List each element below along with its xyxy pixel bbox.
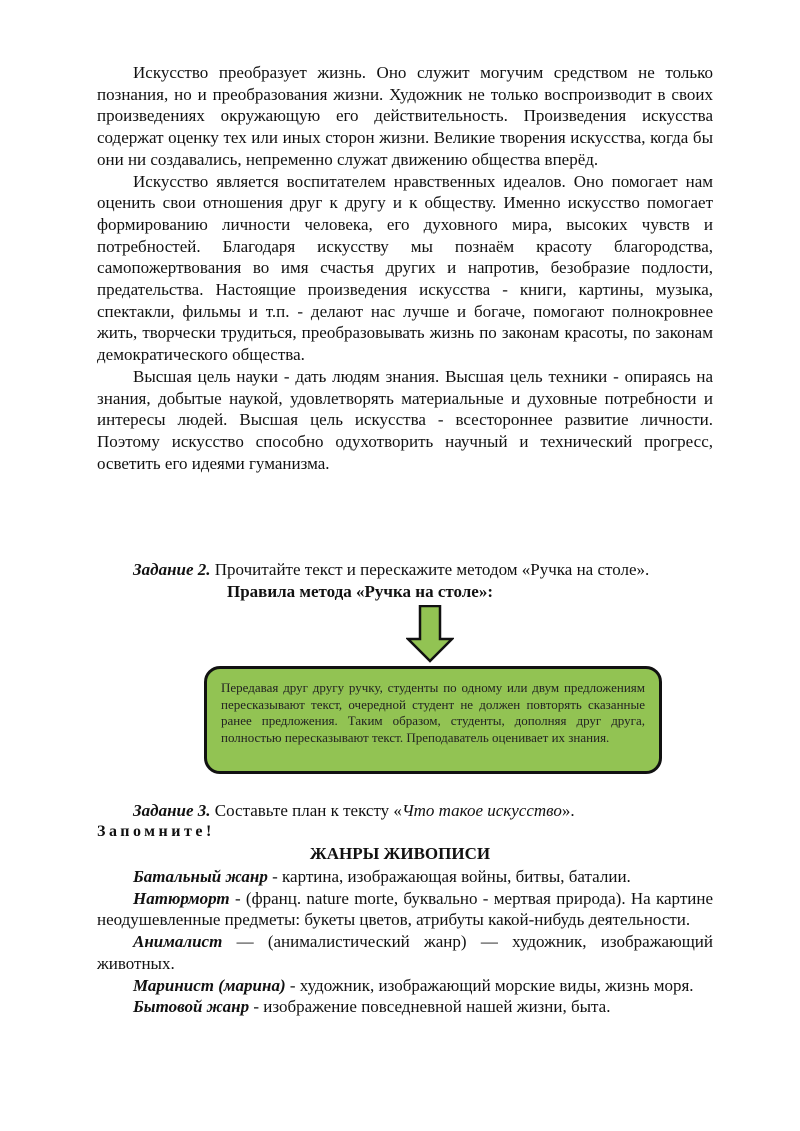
genre-item bbox=[97, 975, 713, 997]
task-2-text: Прочитайте текст и перескажите методом «Ручка на столе». bbox=[210, 560, 650, 579]
genre-term: Натюрморт bbox=[133, 888, 230, 908]
task-3-text-after: ». bbox=[561, 801, 575, 820]
genre-term: Бытовой жанр bbox=[133, 997, 250, 1017]
rule-box-text: Передавая друг другу ручку, студенты по одному или двум предложениям пересказывают текст, очередной студент не должен повторять сказанные ранее предложения. Таким образом, студенты, дополняя друг друга, полностью пересказывают текст. Преподаватель оценивает их знания. bbox=[221, 680, 645, 745]
rule-box bbox=[204, 666, 662, 774]
rules-title: Правила метода «Ручка на столе»: bbox=[226, 582, 494, 601]
genre-definition: — (анималистический жанр) — художник, изображающий животных. bbox=[97, 932, 713, 973]
task-2-label: Задание 2. bbox=[133, 560, 211, 579]
genre-term: Батальный жанр bbox=[133, 867, 268, 886]
genres-list bbox=[97, 866, 713, 1018]
intro-paragraph-1: Искусство преобразует жизнь. Оно служит могучим средством не только познания, но и преобразования жизни. Художник не только воспроизводит в своих произведениях окружающую его действительность. Произведения искусства содержат оценку тех или иных сторон жизни. Великие творения искусства, когда бы они ни создавались, непременно служат движению общества вперёд. bbox=[97, 63, 713, 169]
task-3-text-before: Составьте план к тексту « bbox=[210, 801, 402, 820]
task-2 bbox=[97, 559, 713, 581]
down-arrow-icon bbox=[406, 605, 454, 663]
genre-term: Маринист (марина) bbox=[133, 975, 286, 995]
task-3-title: Что такое искусство bbox=[401, 801, 562, 820]
intro-paragraph-2: Искусство является воспитателем нравственных идеалов. Оно помогает нам оценить свои отношения друг к другу и к обществу. Именно искусство помогает формированию личности человека, его духовного мира, высоких чувств и потребностей. Благодаря искусству мы познаём красоту благородства, самопожертвования во имя счастья других и напротив, безобразие подлости, предательства. Настоящие произведения искусства - книги, картины, музыка, спектакли, фильмы и т.п. - делают нас лучше и богаче, помогают полнокровнее жить, творчески трудиться, преобразовывать жизнь по законам красоты, по законам демократического общества. bbox=[97, 171, 713, 365]
genre-definition: - (франц. nature morte, буквально - мертвая природа). На картине неодушевленные предметы: букеты цветов, атрибуты какой-нибудь деятельности. bbox=[97, 888, 713, 930]
task-3 bbox=[97, 800, 713, 822]
intro-paragraph-3: Высшая цель науки - дать людям знания. Высшая цель техники - опираясь на знания, добытые наукой, удовлетворять материальные и духовные потребности и интересы людей. Высшая цель искусства - всестороннее развитие личности. Поэтому искусство способно одухотворить научный и технический прогресс, осветить его идеями гуманизма. bbox=[97, 366, 713, 473]
genres-title: ЖАНРЫ ЖИВОПИСИ bbox=[309, 844, 491, 863]
genre-item bbox=[97, 888, 713, 931]
genre-item bbox=[97, 931, 713, 974]
genre-definition: - изображение повседневной нашей жизни, быта. bbox=[249, 997, 611, 1017]
genre-term: Анималист bbox=[133, 932, 223, 952]
genre-item bbox=[97, 996, 713, 1018]
task-3-label: Задание 3. bbox=[133, 801, 211, 820]
genre-definition: - картина, изображающая войны, битвы, баталии. bbox=[267, 867, 631, 886]
intro-text bbox=[97, 62, 713, 474]
genre-item bbox=[97, 866, 713, 888]
remember-heading: Запомните! bbox=[97, 823, 215, 840]
genre-definition: - художник, изображающий морские виды, жизнь моря. bbox=[285, 975, 694, 995]
